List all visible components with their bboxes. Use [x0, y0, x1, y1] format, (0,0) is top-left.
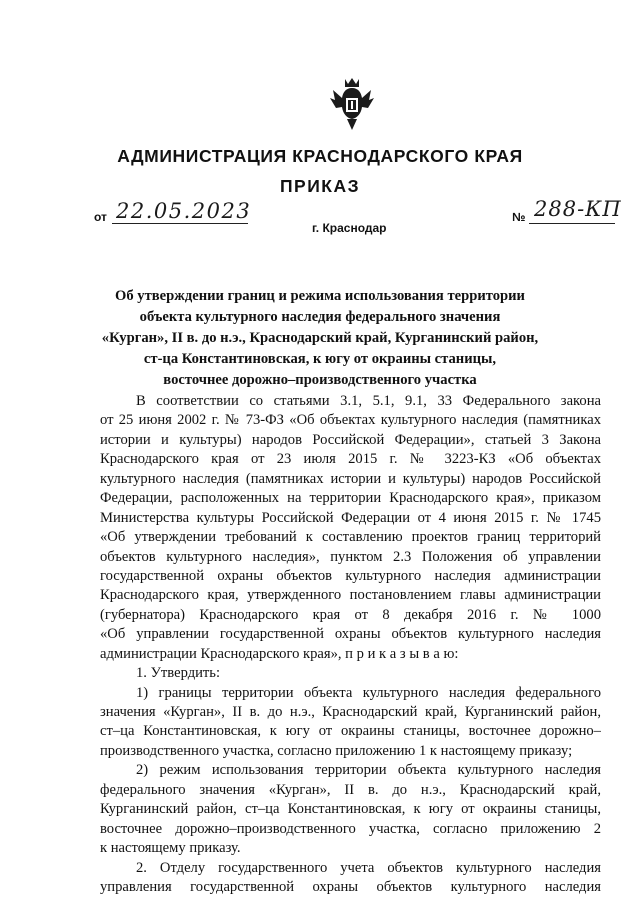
body-line: производственного участка, согласно приложению 1 к настоящему приказу; — [100, 742, 573, 759]
body-line: 2. Отделу государственного учета объектов культурного наследия — [136, 859, 601, 876]
number-label: № — [512, 210, 526, 224]
body-line: федерального значения «Курган», II в. до н.э., Краснодарский край, — [100, 781, 601, 798]
date-underline — [112, 223, 248, 224]
body-line: Курганинский район, ст–ца Константиновская, к югу от окраины станицы, — [100, 801, 601, 818]
body-line: «Об управлении государственной охраны объектов культурного наследия — [100, 626, 601, 643]
heading-line: объекта культурного наследия федерального значения — [139, 309, 501, 325]
heading-line: Об утверждении границ и режима использования территории — [115, 288, 525, 304]
date-label: от — [94, 210, 107, 224]
body-line: культурного наследия (памятниках истории и культуры) народов Российской — [100, 470, 601, 487]
city-label: г. Краснодар — [312, 221, 387, 235]
heading-line: ст-ца Константиновская, к югу от окраины станицы, — [143, 351, 497, 367]
number-underline — [529, 223, 615, 224]
coat-of-arms-icon — [328, 76, 376, 132]
body-line: к настоящему приказу. — [100, 840, 241, 857]
body-line: 2) режим использования территории объекта культурного наследия — [136, 762, 601, 779]
body-line: объектов культурного наследия», пунктом 2.3 Положения об управлении — [100, 548, 601, 565]
document-type: ПРИКАЗ — [279, 176, 361, 196]
body-line: (губернатора) Краснодарского края от 8 декабря 2016 г. № 1000 — [100, 606, 601, 623]
body-line: значения «Курган», II в. до н.э., Краснодарский край, Курганинский район, — [100, 704, 601, 720]
body-line: 1) границы территории объекта культурного наследия федерального — [136, 684, 601, 701]
document-body — [100, 392, 601, 897]
body-line: ст–ца Константиновская, к югу от окраины станицы, восточнее дорожно– — [100, 723, 601, 740]
document-number: 288-КП — [534, 197, 622, 221]
body-line: Краснодарского края, утвержденного постановлением главы администрации — [100, 587, 601, 604]
body-line: государственной охраны объектов культурного наследия администрации — [100, 567, 601, 584]
body-line: Федерации, расположенных на территории Краснодарского края», приказом — [100, 490, 601, 507]
body-line: В соответствии со статьями 3.1, 5.1, 9.1, 33 Федерального закона — [136, 393, 601, 409]
document-meta-row — [86, 197, 622, 235]
document-date: 22.05.2023 — [116, 199, 252, 223]
body-line: администрации Краснодарского края», п р и к а з ы в а ю: — [100, 645, 459, 662]
body-line: управления государственной охраны объектов культурного наследия — [100, 878, 601, 895]
body-line: 1. Утвердить: — [136, 665, 221, 682]
body-line: от 25 июня 2002 г. № 73-ФЗ «Об объектах культурного наследия (памятниках — [100, 412, 601, 429]
heading-line: восточнее дорожно–производственного участка — [163, 372, 477, 388]
body-line: восточнее дорожно–производственного участка, согласно приложению 2 — [100, 820, 601, 837]
document-heading — [100, 286, 540, 391]
body-line: Министерства культуры Российской Федерации от 4 июня 2015 г. № 1745 — [100, 509, 601, 526]
heading-line: «Курган», II в. до н.э., Краснодарский край, Курганинский район, — [101, 330, 539, 346]
body-line: истории и культуры) народов Российской Федерации», статьей 3 Закона — [100, 431, 601, 448]
body-line: «Об утверждении требований к составлению проектов границ территорий — [100, 529, 601, 546]
body-line: Краснодарского края от 23 июля 2015 г. № 3223-КЗ «Об объектах — [100, 451, 601, 468]
organization-title: АДМИНИСТРАЦИЯ КРАСНОДАРСКОГО КРАЯ — [117, 146, 523, 166]
